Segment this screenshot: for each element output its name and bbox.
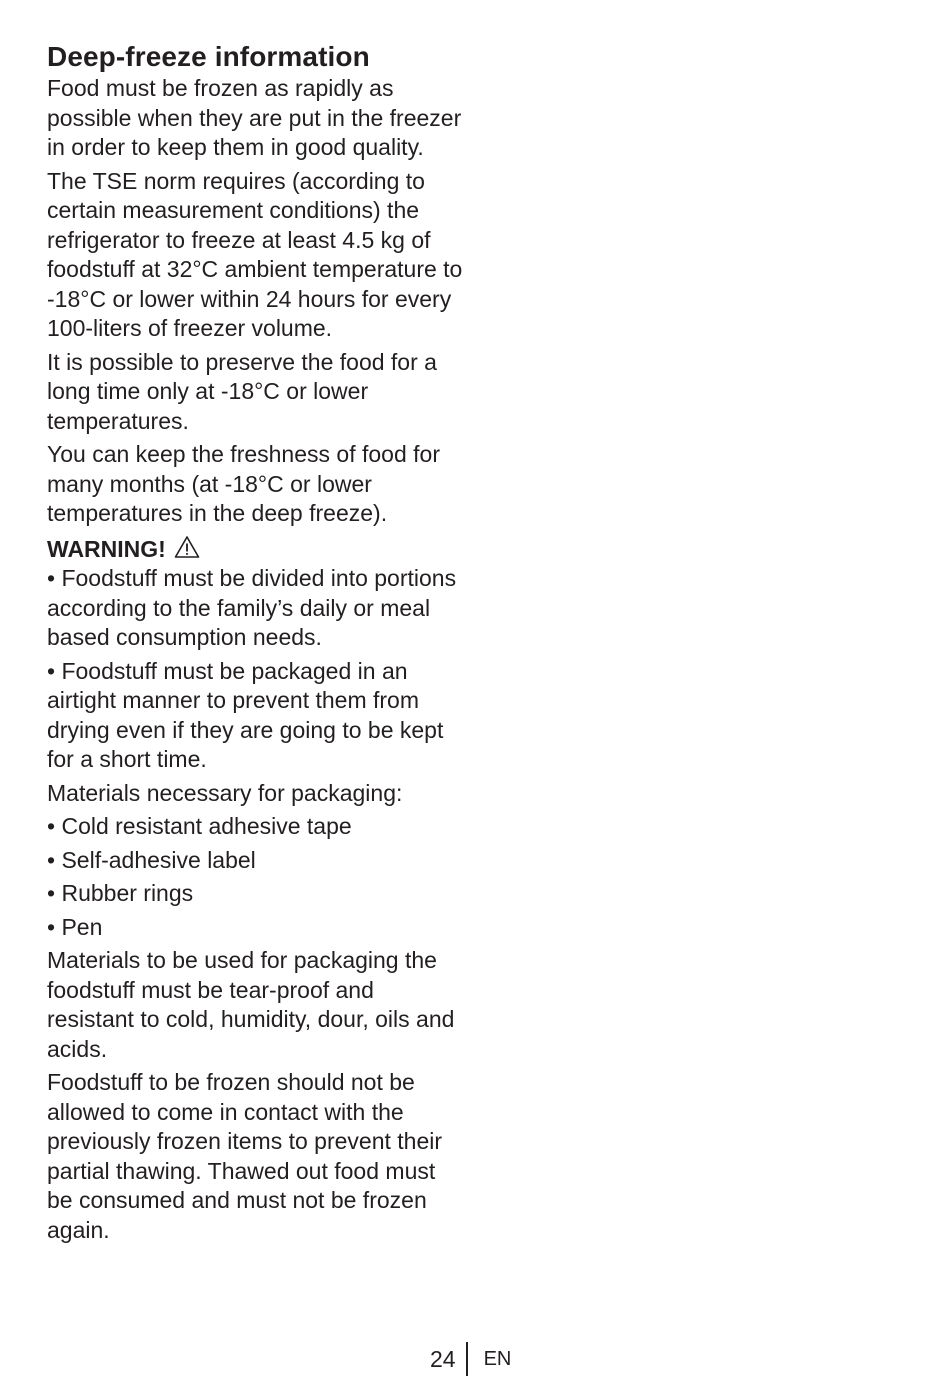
warning-bullet-portions: • Foodstuff must be divided into portions according to the family’s daily or meal based consumption needs. xyxy=(47,564,467,653)
paragraph-preserve-food: It is possible to preserve the food for a long time only at -18°C or lower temperatures. xyxy=(47,348,437,434)
material-item-rubber-rings: • Rubber rings xyxy=(47,879,467,909)
warning-bullet-airtight: • Foodstuff must be packaged in an airtight manner to prevent them from drying even if they are going to be kept for a short time. xyxy=(47,657,467,775)
page-footer xyxy=(430,1340,511,1378)
materials-intro: Materials necessary for packaging: xyxy=(47,779,403,806)
language-code: EN xyxy=(483,1348,512,1370)
paragraph-freeze-rapidly: Food must be frozen as rapidly as possible when they are put in the freezer in order to keep them in good quality. xyxy=(47,75,462,160)
warning-label: WARNING! xyxy=(47,535,166,562)
material-item-label: • Self-adhesive label xyxy=(47,846,467,876)
warning-heading xyxy=(47,535,467,565)
paragraph-freshness: You can keep the freshness of food for many months (at -18°C or lower temperatures in the deep freeze). xyxy=(47,441,440,526)
warning-triangle-icon xyxy=(174,535,200,559)
material-item-tape: • Cold resistant adhesive tape xyxy=(47,812,467,842)
material-item-pen: • Pen xyxy=(47,913,467,943)
page-number: 24 xyxy=(430,1346,456,1372)
content-column xyxy=(47,40,467,1249)
paragraph-thawing: Foodstuff to be frozen should not be allowed to come in contact with the previously frozen items to prevent their partial thawing. Thawed out food must be consumed and must not be frozen again. xyxy=(47,1069,443,1243)
footer-divider xyxy=(466,1342,468,1376)
paragraph-tse-norm: The TSE norm requires (according to certain measurement conditions) the refrigerator to freeze at least 4.5 kg of foodstuff at 32°C ambient temperature to -18°C or lower within 24 hours for every 100-liters of freezer volume. xyxy=(47,167,463,341)
section-heading: Deep-freeze information xyxy=(47,41,370,72)
paragraph-packaging-materials: Materials to be used for packaging the foodstuff must be tear-proof and resistant to cold, humidity, dour, oils and acids. xyxy=(47,947,455,1062)
